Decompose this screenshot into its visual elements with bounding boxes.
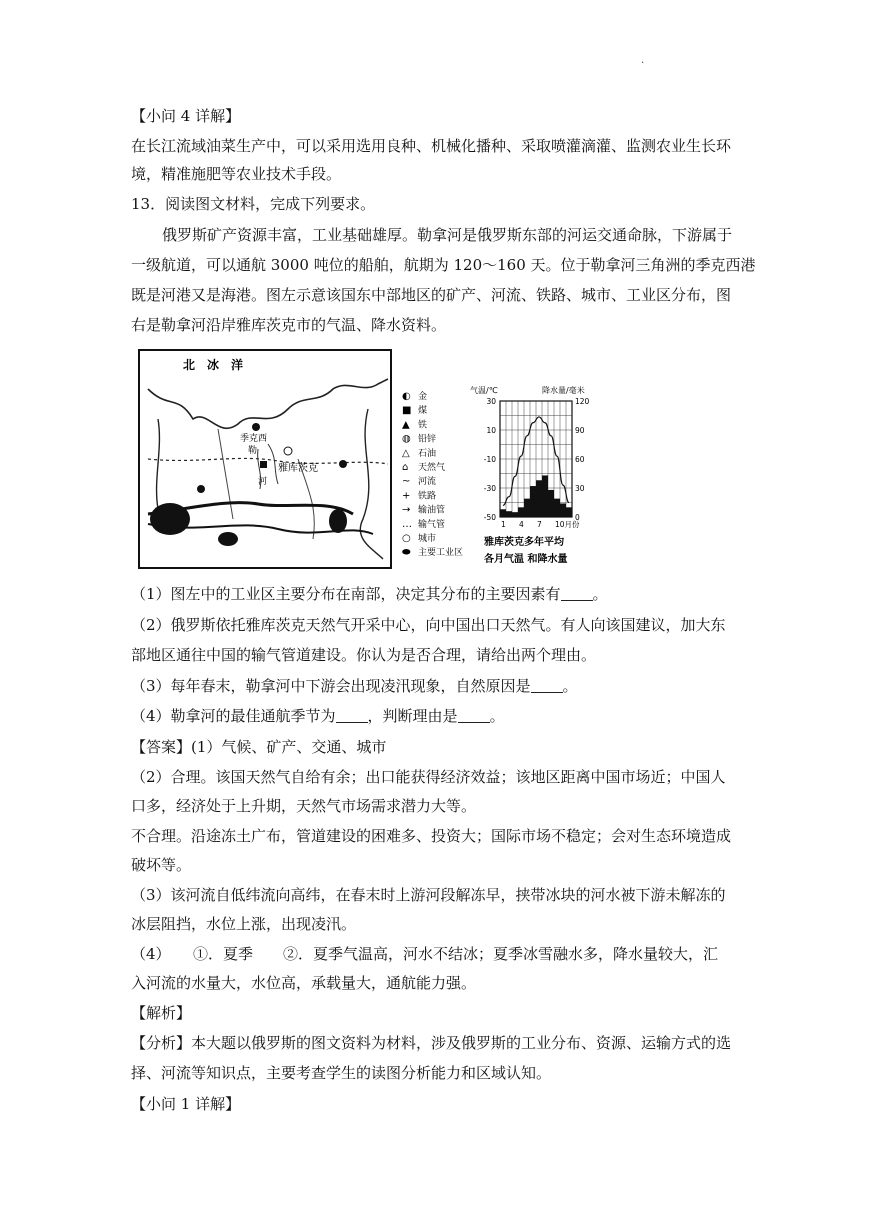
map-city-label: 雅库茨克 [278,463,318,474]
industrial-zone [150,503,190,535]
coal-symbol [260,461,267,468]
answer-line: 冰层阻挡，水位上涨，出现凌汛。 [131,915,357,933]
map-river-label: 勒 [248,446,258,456]
figure-map-and-climate-chart [138,349,608,571]
answer-line: 入河流的水量大，水位高，承载量大，通航能力强。 [131,974,477,992]
analysis-heading: 【解析】 [131,1004,192,1022]
legend-symbol: … [402,518,412,530]
analysis-line: 择、河流等知识点，主要考查学生的读图分析能力和区域认知。 [131,1064,552,1082]
legend-symbol: ⌂ [402,462,409,473]
legend-label: 煤 [418,406,428,417]
answer-blank [458,708,490,723]
chart-tick-x: 7 [537,520,542,529]
chart-title-line-2: 各月气温 和降水量 [484,554,568,565]
analysis-line: 【分析】本大题以俄罗斯的图文资料为材料，涉及俄罗斯的工业分布、资源、运输方式的选 [131,1034,732,1052]
material-line: 既是河港又是海港。图左示意该国东中部地区的矿产、河流、铁路、城市、工业区分布，图 [131,286,732,304]
answer-line: （4） ①．夏季 ②．夏季气温高，河水不结冰；夏季冰雪融水多，降水量较大，汇 [131,945,719,963]
map-port-label: 季克西 [240,434,268,444]
material-line: 一级航道，可以通航 3000 吨位的船舶，航期为 120～160 天。位于勒拿河三角洲的季克西港 [131,256,756,274]
legend-symbol: ▲ [402,419,410,431]
chart-tick-left: 10 [486,426,496,435]
map-river-label-2: 河 [258,477,268,487]
paragraph-line: 境，精准施肥等农业技术手段。 [131,165,342,183]
chart-tick-right: 30 [575,484,585,493]
chart-tick-x: 1 [501,520,506,529]
chart-tick-right: 60 [575,455,585,464]
answer-line: 不合理。沿途冻土广布，管道建设的困难多、投资大；国际市场不稳定；会对生态环境造成 [131,827,732,845]
gold-symbol [339,460,347,468]
question-1-end: 。 [592,585,608,603]
chart-tick-left: -30 [483,484,496,493]
map-ocean-label: 北 冰 洋 [183,358,244,372]
legend-symbol: ■ [402,405,412,417]
question-1-text: （1）图左中的工业区主要分布在南部，决定其分布的主要因素有 [131,585,561,603]
legend-label: 河流 [418,477,437,488]
legend-symbol: → [402,504,411,516]
chart-tick-right: 0 [575,513,580,522]
question-4-text: （4）勒拿河的最佳通航季节为 [131,707,336,725]
map-frame [139,350,391,568]
precipitation-bar [524,499,530,517]
question-3-text: （3）每年春末，勒拿河中下游会出现凌汛现象，自然原因是 [131,677,531,695]
precipitation-bar [518,507,524,517]
chart-tick-x: 10月份 [555,520,580,529]
legend-label: 铅锌 [418,434,437,445]
chart-title-line-1: 雅库茨克多年平均 [484,537,564,548]
material-line: 俄罗斯矿产资源丰富，工业基础雄厚。勒拿河是俄罗斯东部的河运交通命脉，下游属于 [162,226,733,244]
question-2-line-1: （2）俄罗斯依托雅库茨克天然气开采中心，向中国出口天然气。有人向该国建议，加大东 [131,616,726,634]
legend-label: 天然气 [418,463,446,473]
question-1 [131,584,608,604]
chart-tick-right: 90 [575,426,585,435]
chart-tick-left: -10 [483,455,496,464]
chart-ylabel-right: 降水量/毫米 [542,386,585,395]
legend-label: 城市 [418,534,437,544]
legend-label: 金 [418,392,428,402]
question-3-end: 。 [562,677,578,695]
industrial-zone [329,509,347,533]
answer-line: 破坏等。 [131,856,192,874]
material-line: 右是勒拿河沿岸雅库茨克市的气温、降水资料。 [131,316,447,334]
question-4-end: 。 [489,707,505,725]
question-2-line-2: 部地区通往中国的输气管道建设。你认为是否合理，请给出两个理由。 [131,646,597,664]
chart-tick-left: 30 [486,397,496,406]
precipitation-bar [512,512,518,517]
chart-tick-right: 120 [575,397,590,406]
precipitation-bar [500,509,506,517]
precipitation-bar [530,486,536,517]
precipitation-bar [560,503,566,517]
question-3 [131,676,578,696]
legend-symbol: ~ [402,476,411,488]
precipitation-bar [542,475,548,517]
legend-symbol: ◐ [402,391,411,402]
question-13-title: 13．阅读图文材料，完成下列要求。 [131,195,376,213]
precipitation-bar [536,480,542,517]
legend-label: 输油管 [418,505,446,516]
answer-line: （3）该河流自低纬流向高纬，在春末时上游河段解冻早，挟带冰块的河水被下游未解冻的 [131,886,726,904]
answer-blank [561,586,593,601]
precipitation-bar [506,511,512,517]
legend-label: 输气管 [418,519,446,530]
legend-label: 铁 [418,420,428,431]
gold-symbol [252,423,260,431]
header-dot: . [641,55,645,66]
climate-chart [470,385,590,565]
legend-symbol: ⬬ [402,547,411,559]
legend-symbol: + [402,490,411,502]
subquestion-1-heading: 【小问 1 详解】 [131,1095,241,1113]
gold-symbol [197,485,205,493]
answer-line: （2）合理。该国天然气自给有余；出口能获得经济效益；该地区距离中国市场近；中国人 [131,768,726,786]
precipitation-bar [566,507,572,517]
chart-tick-x: 4 [519,520,524,529]
precipitation-bar [554,499,560,517]
legend-symbol: ◍ [402,433,411,445]
legend-label: 石油 [418,448,437,459]
answer-line: 口多，经济处于上升期，天然气市场需求潜力大等。 [131,797,477,815]
legend-symbol: △ [402,447,410,459]
answer-heading: 【答案】(1）气候、矿产、交通、城市 [131,738,387,756]
answer-blank [531,678,563,693]
map-legend [402,390,463,558]
figure-svg [138,349,608,571]
paragraph-line: 在长江流域油菜生产中，可以采用选用良种、机械化播种、采取喷灌滴灌、监测农业生长环 [131,137,732,155]
question-4 [131,706,505,726]
industrial-zone [218,532,238,546]
question-4-mid: ，判断理由是 [367,707,458,725]
subquestion-4-heading: 【小问 4 详解】 [131,107,241,125]
chart-ylabel-left: 气温/℃ [470,386,498,395]
chart-tick-left: -50 [483,513,496,522]
legend-symbol: ○ [402,533,411,544]
legend-label: 铁路 [418,491,437,502]
precipitation-bar [548,490,554,517]
answer-blank [336,708,368,723]
legend-label: 主要工业区 [418,548,464,559]
